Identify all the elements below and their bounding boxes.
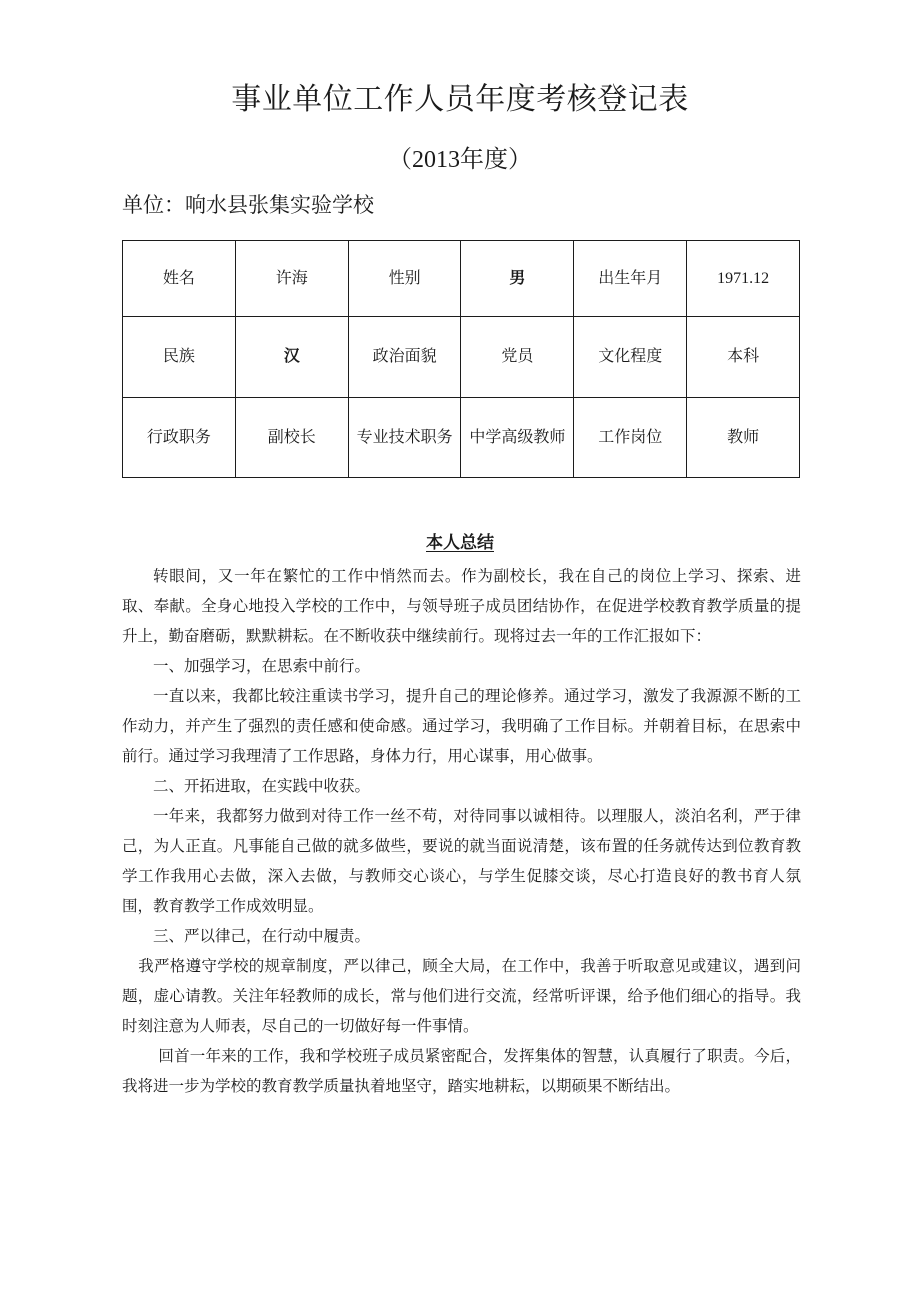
cell-technical-title-label: 专业技术职务 xyxy=(348,398,461,478)
table-row xyxy=(123,317,800,398)
summary-paragraph-5: 回首一年来的工作，我和学校班子成员紧密配合，发挥集体的智慧，认真履行了职责。今后，我将进一步为学校的教育教学质量执着地坚守，踏实地耕耘，以期硕果不断结出。 xyxy=(122,1048,801,1095)
summary-paragraph-3: 一年来，我都努力做到对待工作一丝不苟，对待同事以诚相待。以理服人，淡泊名利，严于律己，为人正直。凡事能自己做的就多做些，要说的就当面说清楚，该布置的任务就传达到位教育教学工作我用心去做，深入去做，与教师交心谈心，与学生促膝交谈，尽心打造良好的教书育人氛围，教育教学工作成效明显。 xyxy=(122,808,801,915)
summary-paragraph-1: 转眼间，又一年在繁忙的工作中悄然而去。作为副校长，我在自己的岗位上学习、探索、进取、奉献。全身心地投入学校的工作中，与领导班子成员团结协作，在促进学校教育教学质量的提升上，勤奋磨砺，默默耕耘。在不断收获中继续前行。现将过去一年的工作汇报如下： xyxy=(122,568,801,645)
cell-ethnicity-value: 汉 xyxy=(235,317,348,398)
cell-name-label: 姓名 xyxy=(123,241,236,317)
cell-name-value: 许海 xyxy=(235,241,348,317)
summary-paragraph-4: 我严格遵守学校的规章制度，严以律己，顾全大局，在工作中，我善于听取意见或建议，遇到问题，虚心请教。关注年轻教师的成长，常与他们进行交流，经常听评课，给予他们细心的指导。我时刻注意为人师表，尽自己的一切做好每一件事情。 xyxy=(122,958,801,1035)
cell-political-label: 政治面貌 xyxy=(348,317,461,398)
cell-technical-title-value: 中学高级教师 xyxy=(461,398,574,478)
cell-political-value: 党员 xyxy=(461,317,574,398)
table-row xyxy=(123,398,800,478)
cell-education-label: 文化程度 xyxy=(574,317,687,398)
cell-birthdate-value: 1971.12 xyxy=(687,241,800,317)
cell-admin-post-value: 副校长 xyxy=(235,398,348,478)
summary-body xyxy=(122,562,801,1102)
summary-section-3-heading: 三、严以律己，在行动中履责。 xyxy=(153,928,371,945)
cell-birthdate-label: 出生年月 xyxy=(574,241,687,317)
summary-section-2-heading: 二、开拓进取，在实践中收获。 xyxy=(153,778,371,795)
unit-label: 单位：响水县张集实验学校 xyxy=(122,193,374,217)
page-title: 事业单位工作人员年度考核登记表 xyxy=(231,83,689,116)
page-subtitle-year: （2013年度） xyxy=(388,147,532,173)
summary-heading-text: 本人总结 xyxy=(426,533,494,552)
cell-job-position-value: 教师 xyxy=(687,398,800,478)
cell-ethnicity-label: 民族 xyxy=(123,317,236,398)
cell-admin-post-label: 行政职务 xyxy=(123,398,236,478)
table-row xyxy=(123,241,800,317)
personal-info-table xyxy=(122,240,800,478)
cell-job-position-label: 工作岗位 xyxy=(574,398,687,478)
cell-education-value: 本科 xyxy=(687,317,800,398)
cell-gender-label: 性别 xyxy=(348,241,461,317)
summary-paragraph-2: 一直以来，我都比较注重读书学习，提升自己的理论修养。通过学习，激发了我源源不断的工作动力，并产生了强烈的责任感和使命感。通过学习，我明确了工作目标。并朝着目标，在思索中前行。通过学习我理清了工作思路，身体力行，用心谋事，用心做事。 xyxy=(122,688,801,765)
cell-gender-value: 男 xyxy=(461,241,574,317)
summary-section-1-heading: 一、加强学习，在思索中前行。 xyxy=(153,658,371,675)
summary-heading xyxy=(0,528,920,553)
